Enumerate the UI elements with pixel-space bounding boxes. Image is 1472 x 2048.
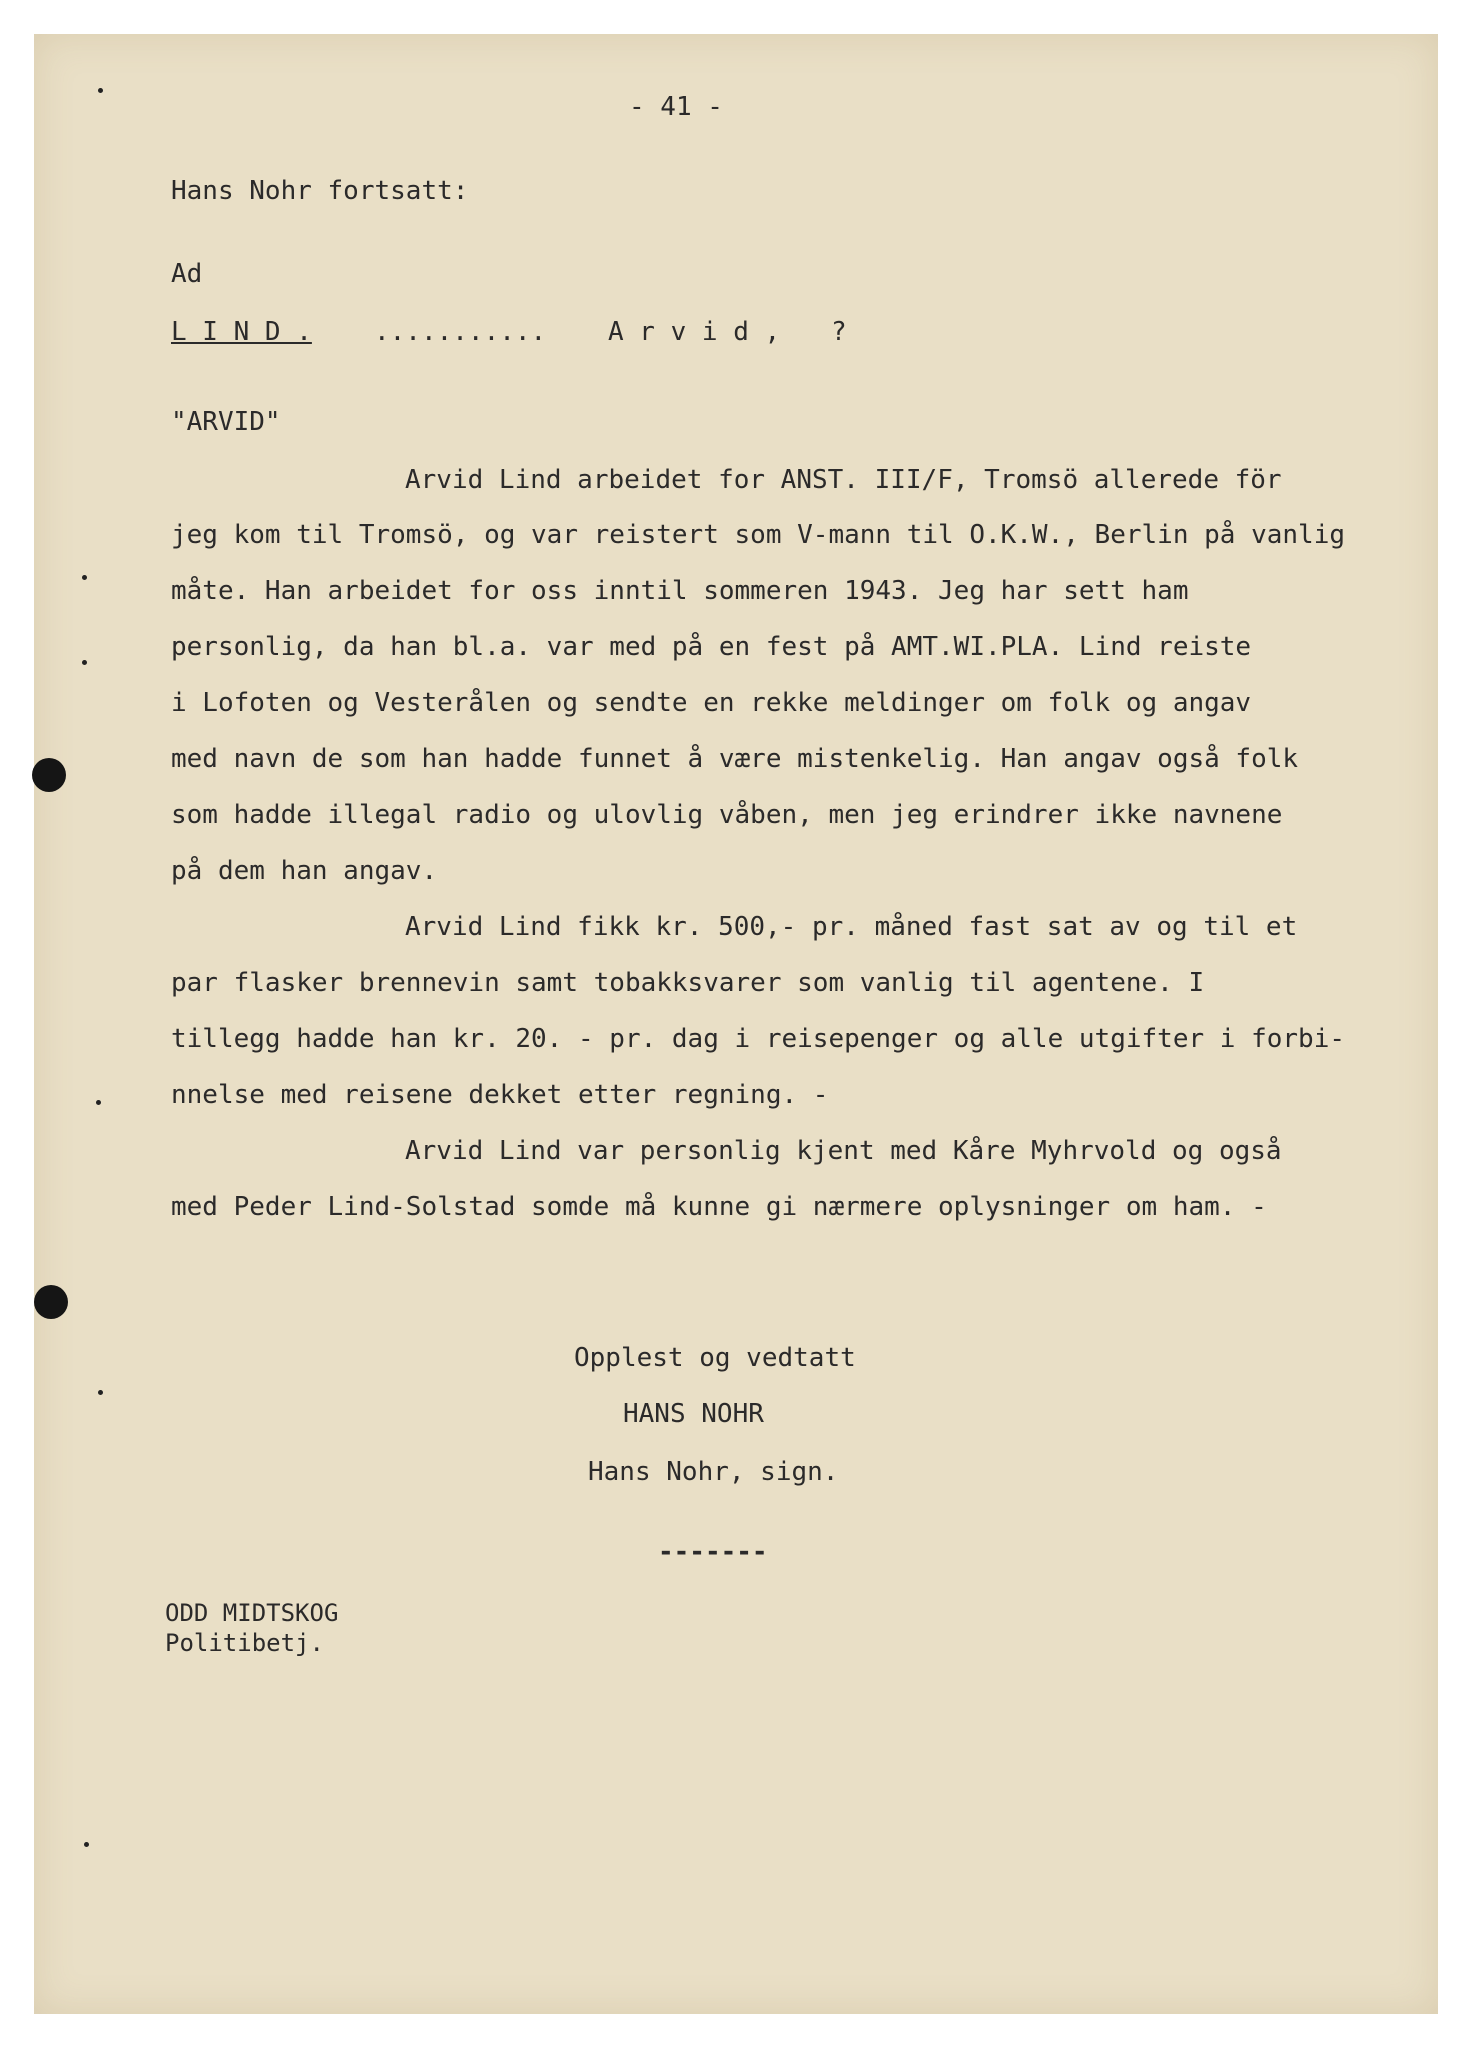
officer-title: Politibetj. [165,1629,324,1657]
punch-hole-lower [34,1285,68,1319]
body-line-3: måte. Han arbeidet for oss inntil sommeren 1943. Jeg har sett ham [171,576,1189,606]
closing-sign: Hans Nohr, sign. [588,1457,839,1487]
page-number: - 41 - [629,92,723,122]
margin-speck [82,575,87,580]
margin-speck [96,1100,101,1105]
intro-line: Hans Nohr fortsatt: [171,176,469,206]
document-page [34,34,1438,2014]
divider: ------- [658,1537,768,1567]
entry-query: ? [831,317,847,347]
body-line-2: jeg kom til Tromsö, og var reistert som V-mann til O.K.W., Berlin på vanlig [171,520,1345,550]
margin-speck [98,1390,103,1395]
margin-speck [82,660,87,665]
margin-speck [98,88,103,93]
closing-name: HANS NOHR [623,1399,764,1429]
body-line-7: som hadde illegal radio og ulovlig våben, men jeg erindrer ikke navnene [171,800,1283,830]
codename: "ARVID" [171,407,281,437]
body-line-8: på dem han angav. [171,856,438,886]
body-line-11: tillegg hadde han kr. 20. - pr. dag i reisepenger og alle utgifter i forbi- [171,1024,1345,1054]
body-line-4: personlig, da han bl.a. var med på en fest på AMT.WI.PLA. Lind reiste [171,632,1252,662]
body-line-9: Arvid Lind fikk kr. 500,- pr. måned fast sat av og til et [405,912,1298,942]
closing-read: Opplest og vedtatt [574,1343,856,1373]
body-line-10: par flasker brennevin samt tobakksvarer som vanlig til agentene. I [171,968,1205,998]
officer-name: ODD MIDTSKOG [165,1599,339,1627]
entry-surname: L I N D . [171,317,312,347]
body-line-12: nnelse med reisene dekket etter regning. - [171,1080,829,1110]
body-line-5: i Lofoten og Vesterålen og sendte en rekke meldinger om folk og angav [171,688,1252,718]
body-line-13: Arvid Lind var personlig kjent med Kåre Myhrvold og også [405,1136,1282,1166]
body-line-14: med Peder Lind-Solstad somde må kunne gi nærmere oplysninger om ham. - [171,1192,1267,1222]
body-line-6: med navn de som han hadde funnet å være mistenkelig. Han angav også folk [171,744,1299,774]
entry-leader: ........... [374,317,547,347]
ad-label: Ad [171,259,203,289]
margin-speck [84,1842,89,1847]
entry-given: A r v i d , [608,317,781,347]
body-line-1: Arvid Lind arbeidet for ANST. III/F, Tromsö allerede för [405,465,1282,495]
punch-hole-upper [32,758,66,792]
